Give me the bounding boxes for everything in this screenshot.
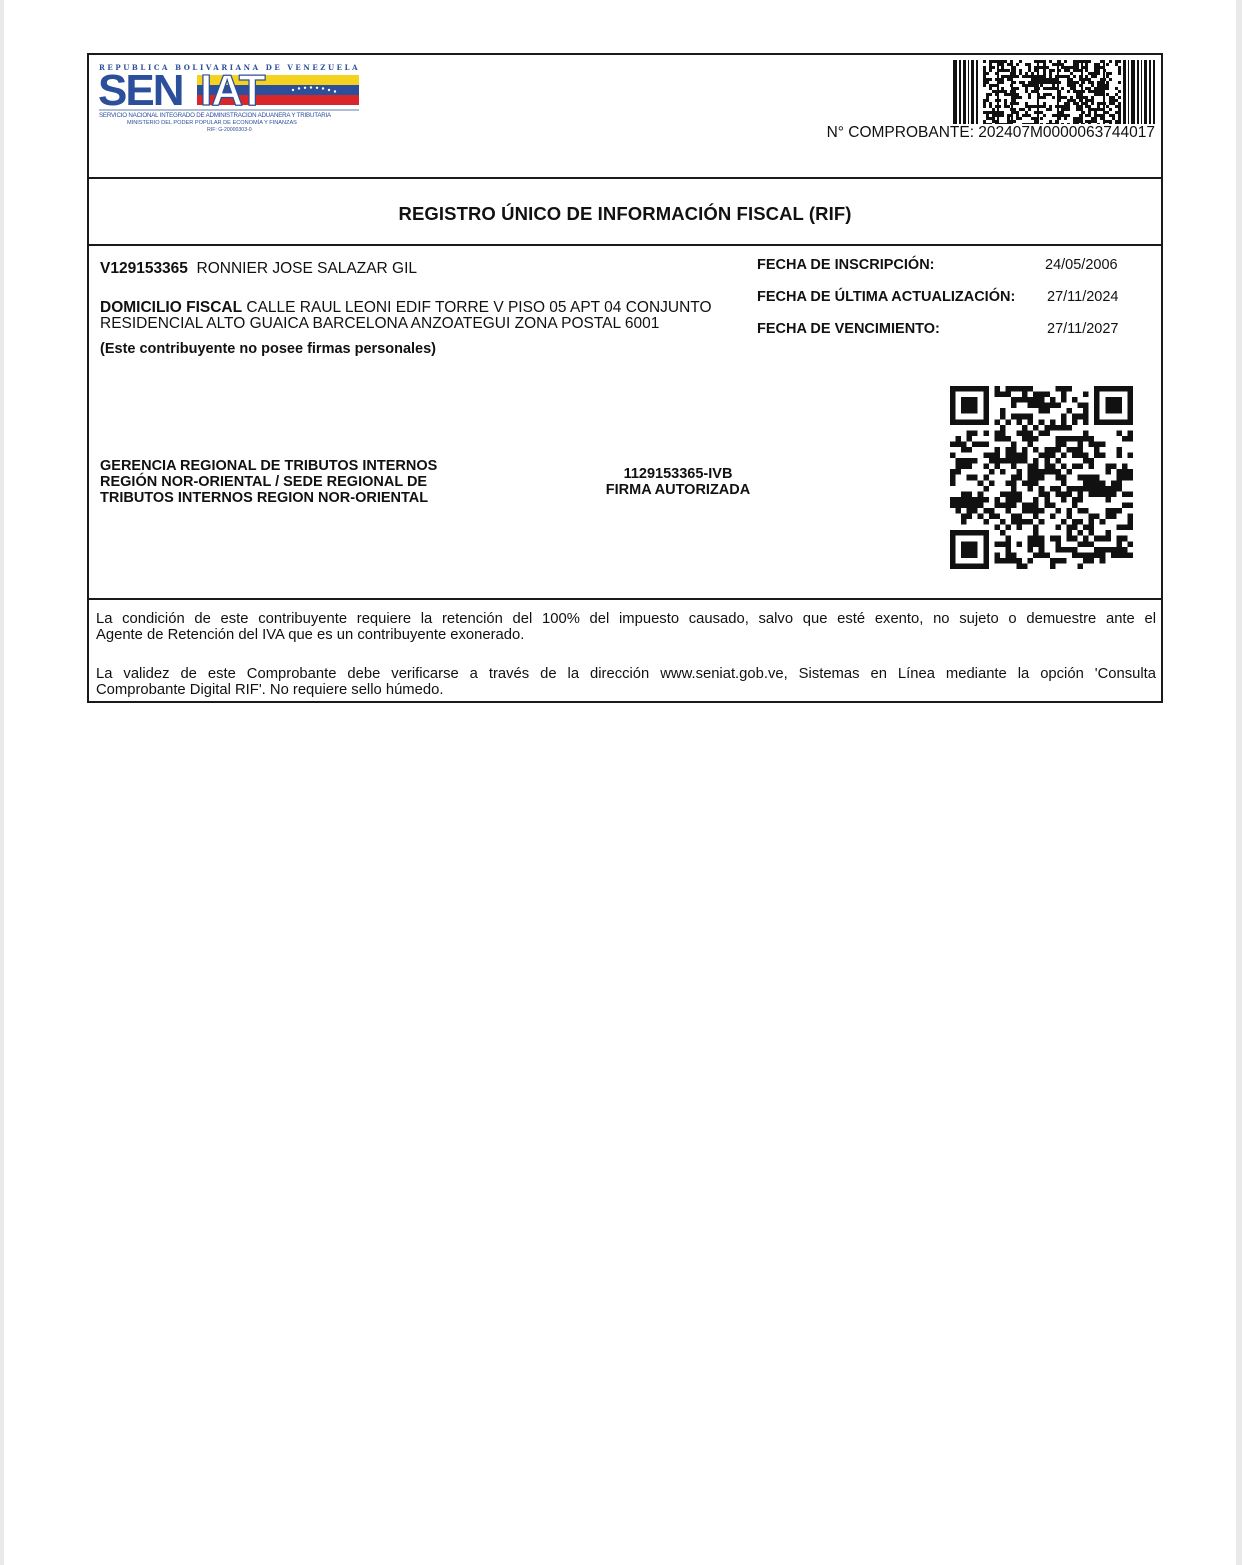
validity-line-1: La validez de este Comprobante debe verificarse a través de la dirección www.seniat.gob.ve, Sistemas en Línea mediante la opción 'Consulta	[96, 666, 1156, 682]
taxpayer-name: RONNIER JOSE SALAZAR GIL	[196, 260, 418, 277]
taxpayer-rif: V129153365	[100, 260, 188, 277]
svg-text:SEN: SEN	[98, 66, 183, 115]
rif-certificate	[87, 53, 1163, 703]
document-page	[4, 0, 1236, 1565]
validity-line-2: Comprobante Digital RIF'. No requiere sello húmedo.	[96, 682, 444, 698]
domicilio-address-2: RESIDENCIAL ALTO GUAICA BARCELONA ANZOATEGUI ZONA POSTAL 6001	[100, 315, 660, 332]
qr-code-icon	[950, 386, 1133, 569]
office-line-2: REGIÓN NOR-ORIENTAL / SEDE REGIONAL DE	[100, 474, 428, 490]
document-title: REGISTRO ÚNICO DE INFORMACIÓN FISCAL (RIF)	[398, 203, 852, 224]
signature-label: FIRMA AUTORIZADA	[605, 482, 751, 498]
logo-line-1: SERVICIO NACIONAL INTEGRADO DE ADMINISTRACION ADUANERA Y TRIBUTARIA	[99, 112, 331, 119]
comprobante-number: N° COMPROBANTE: 202407M0000063744017	[826, 124, 1155, 141]
domicilio-address-1: CALLE RAUL LEONI EDIF TORRE V PISO 05 APT 04 CONJUNTO	[246, 299, 712, 316]
logo-line-3: RIF: G-20000303-0	[207, 127, 252, 133]
office-line-1: GERENCIA REGIONAL DE TRIBUTOS INTERNOS	[100, 458, 438, 474]
divider	[89, 177, 1161, 179]
logo-line-2: MINISTERIO DEL PODER POPULAR DE ECONOMÍA Y FINANZAS	[127, 120, 297, 126]
domicilio-line-1	[100, 300, 712, 316]
seniat-logo	[97, 61, 362, 141]
retention-paragraph	[96, 611, 1156, 643]
fecha-vencimiento-value: 27/11/2027	[1047, 321, 1119, 337]
fecha-inscripcion-value: 24/05/2006	[1045, 257, 1118, 273]
divider	[89, 244, 1161, 246]
office-line-3: TRIBUTOS INTERNOS REGION NOR-ORIENTAL	[100, 490, 429, 506]
firmas-note: (Este contribuyente no posee firmas personales)	[100, 341, 437, 357]
validity-paragraph	[96, 666, 1156, 698]
signature-code: 1129153365-IVB	[623, 466, 733, 482]
fecha-inscripcion-label: FECHA DE INSCRIPCIÓN:	[757, 257, 935, 273]
fecha-actualizacion-label: FECHA DE ÚLTIMA ACTUALIZACIÓN:	[757, 289, 1016, 305]
barcode-icon	[953, 60, 1155, 124]
retention-line-2: Agente de Retención del IVA que es un contribuyente exonerado.	[96, 627, 525, 643]
logo-country-text: REPUBLICA BOLIVARIANA DE VENEZUELA	[99, 63, 361, 72]
taxpayer-id-line	[100, 261, 417, 277]
retention-line-1: La condición de este contribuyente requiere la retención del 100% del impuesto causado, salvo que esté exento, no sujeto o demuestre ante el	[96, 611, 1156, 627]
svg-text:IAT: IAT	[200, 66, 265, 115]
fecha-actualizacion-value: 27/11/2024	[1047, 289, 1119, 305]
divider	[89, 598, 1161, 600]
fecha-vencimiento-label: FECHA DE VENCIMIENTO:	[757, 321, 940, 337]
domicilio-label: DOMICILIO FISCAL	[100, 299, 243, 316]
